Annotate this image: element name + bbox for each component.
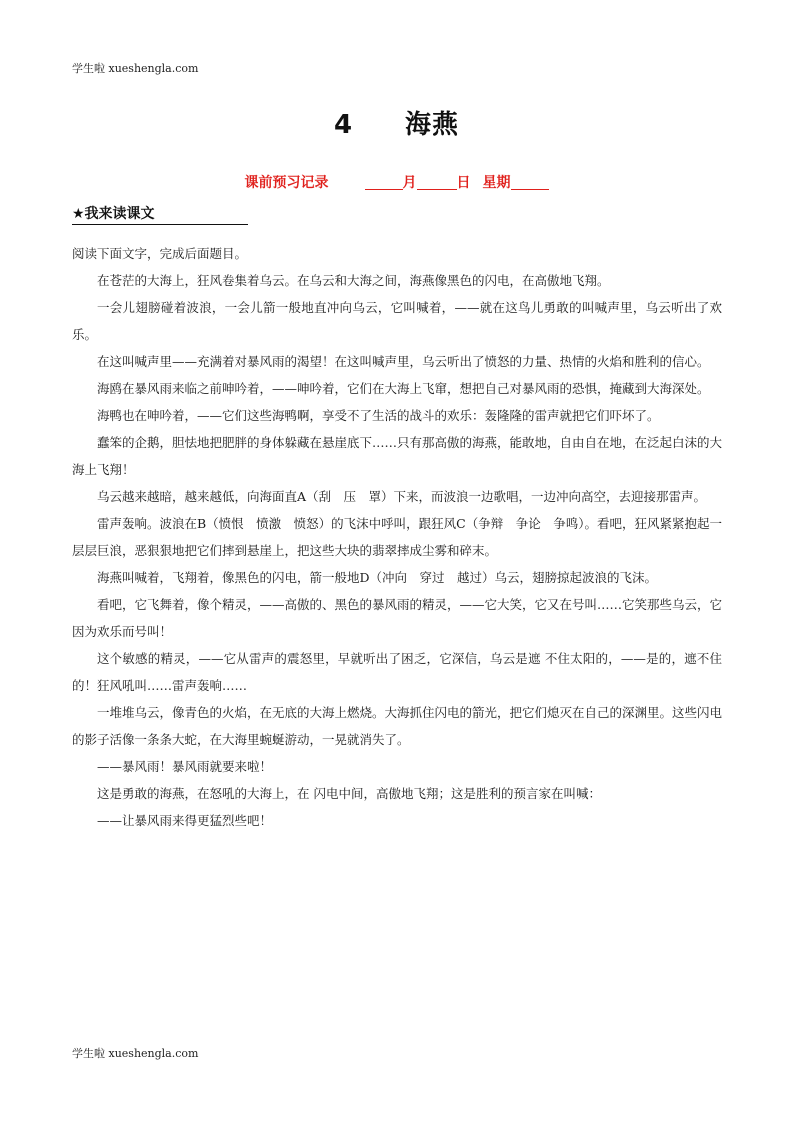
- paragraph: 这是勇敢的海燕，在怒吼的大海上，在 闪电中间，高傲地飞翔；这是胜利的预言家在叫喊：: [97, 786, 601, 801]
- month-blank: [365, 175, 403, 190]
- paragraph: ——暴风雨！暴风雨就要来啦！: [97, 759, 273, 774]
- paragraph: 海燕叫喊着，飞翔着，像黑色的闪电，箭一般地D（冲向 穿过 越过）乌云，翅膀掠起波浪的飞沫。: [97, 570, 658, 585]
- instruction: 阅读下面文字，完成后面题目。: [72, 246, 248, 261]
- paragraph: 乌云越来越暗，越来越低，向海面直A（刮 压 罩）下来，而波浪一边歌唱，一边冲向高空，去迎接那雷声。: [97, 489, 707, 504]
- section-heading: ★我来读课文: [72, 203, 248, 225]
- weekday-label: 星期: [482, 175, 511, 191]
- lesson-title: 海燕: [405, 110, 460, 140]
- record-label: 课前预习记录: [244, 175, 329, 191]
- paragraph: ——让暴风雨来得更猛烈些吧！: [97, 813, 273, 828]
- footer-site: 学生啦 xueshengla.com: [72, 1047, 199, 1060]
- paragraph: 一会儿翅膀碰着波浪，一会儿箭一般地直冲向乌云，它叫喊着，——就在这鸟儿勇敢的叫喊声里，乌云听出了欢乐。: [72, 300, 722, 342]
- day-label: 日: [456, 175, 471, 191]
- paragraph: 在这叫喊声里——充满着对暴风雨的渴望！在这叫喊声里，乌云听出了愤怒的力量、热情的火焰和胜利的信心。: [97, 354, 710, 369]
- paragraph: 看吧，它飞舞着，像个精灵，——高傲的、黑色的暴风雨的精灵，——它大笑，它又在号叫……它笑那些乌云，它因为欢乐而号叫！: [72, 597, 723, 639]
- header-site: 学生啦 xueshengla.com: [72, 62, 199, 75]
- paragraph: 蠢笨的企鹅，胆怯地把肥胖的身体躲藏在悬崖底下……只有那高傲的海燕，能敢地，自由自在地，在泛起白沫的大海上飞翔！: [72, 435, 723, 477]
- lesson-number: 4: [333, 110, 354, 140]
- paragraph: 一堆堆乌云，像青色的火焰，在无底的大海上燃烧。大海抓住闪电的箭光，把它们熄灭在自己的深渊里。这些闪电的影子活像一条条大蛇，在大海里蜿蜒游动，一晃就消失了。: [72, 705, 723, 747]
- month-label: 月: [402, 175, 417, 191]
- day-blank: [417, 175, 457, 190]
- page-title: [0, 104, 793, 141]
- paragraph: 雷声轰响。波浪在B（愤恨 愤激 愤怒）的飞沫中呼叫，跟狂风C（争辩 争论 争鸣）。看吧，狂风紧紧抱起一层层巨浪，恶狠狠地把它们摔到悬崖上，把这些大块的翡翠摔成尘雾和碎末。: [72, 516, 723, 558]
- paragraph: 这个敏感的精灵，——它从雷声的震怒里，早就听出了困乏，它深信，乌云是遮 不住太阳的，——是的，遮不住的！狂风吼叫……雷声轰响……: [72, 651, 722, 693]
- paragraph: 海鸥在暴风雨来临之前呻吟着，——呻吟着，它们在大海上飞窜，想把自己对暴风雨的恐惧，掩藏到大海深处。: [97, 381, 710, 396]
- paragraph: 海鸭也在呻吟着，——它们这些海鸭啊，享受不了生活的战斗的欢乐：轰隆隆的雷声就把它们吓坏了。: [97, 408, 660, 423]
- weekday-blank: [511, 175, 549, 190]
- reading-passage: [72, 240, 722, 834]
- paragraph: 在苍茫的大海上，狂风卷集着乌云。在乌云和大海之间，海燕像黑色的闪电，在高傲地飞翔。: [97, 273, 610, 288]
- preview-record-line: [0, 172, 793, 192]
